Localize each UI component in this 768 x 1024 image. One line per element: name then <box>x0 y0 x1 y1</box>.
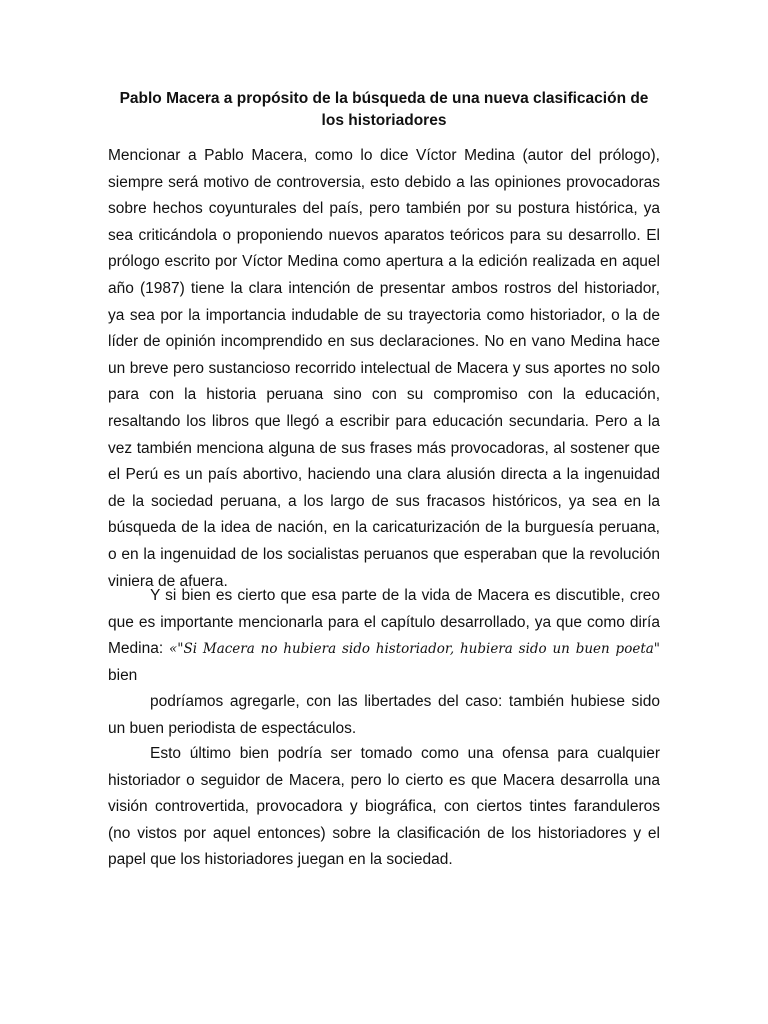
paragraph-3: Esto último bien podría ser tomado como una ofensa para cualquier historiador o seguidor de Macera, pero lo cierto es que Macera desarrolla una visión controvertida, provocadora y biográfica, con ciertos tintes faranduleros (no vistos por aquel entonces) sobre la clasificación de los historiadores y el papel que los historiadores juegan en la sociedad. <box>108 745 660 869</box>
paragraph-2-mid: bien <box>108 666 138 684</box>
paragraph-2-end: podríamos agregarle, con las libertades del caso: también hubiese sido un buen periodista de espectáculos. <box>108 693 660 737</box>
paragraph-2 <box>108 583 660 743</box>
medina-quote: «"Si Macera no hubiera sido historiador, hubiera sido un buen poeta" <box>169 641 660 658</box>
document-title: Pablo Macera a propósito de la búsqueda de una nueva clasificación de los historiadores <box>119 90 649 129</box>
paragraph-2-intro: Y si bien es cierto que esa parte de la vida de Macera es discutible, creo que es importante mencionarla para el capítulo desarrollado, ya que como diría Medina: <box>108 587 660 658</box>
paragraph-1: Mencionar a Pablo Macera, como lo dice Víctor Medina (autor del prólogo), siempre será motivo de controversia, esto debido a las opiniones provocadoras sobre hechos coyunturales del país, pero también por su postura histórica, ya sea criticándola o proponiendo nuevos aparatos teóricos para su desarrollo. El prólogo escrito por Víctor Medina como apertura a la edición realizada en aquel año (1987) tiene la clara intención de presentar ambos rostros del historiador, ya sea por la importancia indudable de su trayectoria como historiador, o la de líder de opinión incomprendido en sus declaraciones. No en vano Medina hace un breve pero sustancioso recorrido intelectual de Macera y sus aportes no solo para con la historia peruana sino con su compromiso con la educación, resaltando los libros que llegó a escribir para educación secundaria. Pero a la vez también menciona alguna de sus frases más provocadoras, al sostener que el Perú es un país abortivo, haciendo una clara alusión directa a la ingenuidad de la sociedad peruana, a los largo de sus fracasos históricos, ya sea en la búsqueda de la idea de nación, en la caricaturización de la burguesía peruana, o en la ingenuidad de los socialistas peruanos que esperaban que la revolución viniera de afuera. <box>108 147 660 590</box>
